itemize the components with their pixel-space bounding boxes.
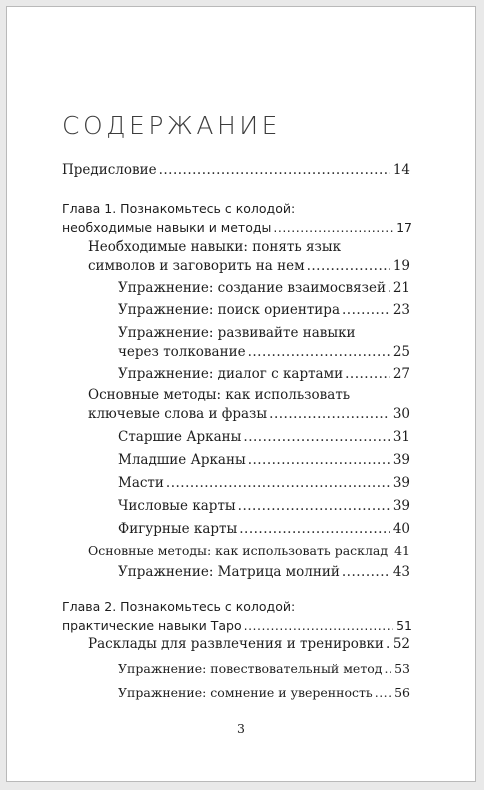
toc-entry-text: Фигурные карты — [118, 521, 238, 537]
toc-entry-text: Расклады для развлечения и тренировки — [88, 636, 384, 652]
book-page — [6, 6, 476, 782]
toc-entry-exercise — [118, 301, 410, 320]
toc-page-number: 52 — [392, 636, 410, 652]
toc-entry-text: Упражнение: развивайте навыки — [118, 325, 356, 341]
toc-entry-subsection — [118, 497, 410, 516]
leader-dots — [388, 279, 390, 298]
toc-entry-chapter-1 — [62, 199, 412, 237]
leader-dots — [244, 616, 393, 635]
toc-entry-section — [88, 386, 410, 424]
leader-dots — [166, 474, 390, 493]
toc-entry-subsection — [118, 451, 410, 470]
toc-entry-text: Глава 2. Познакомьтесь с колодой: — [62, 599, 296, 614]
leader-dots — [159, 161, 390, 180]
leader-dots — [269, 405, 390, 424]
leader-dots — [345, 365, 390, 384]
toc-entry-text: Основные методы: как использовать расклад — [88, 543, 389, 558]
leader-dots — [384, 659, 391, 678]
toc-entry-text: ключевые слова и фразы — [88, 406, 268, 422]
toc-page-number: 39 — [392, 452, 410, 468]
toc-entry-exercise — [118, 683, 410, 702]
toc-entry-text: Упражнение: создание взаимосвязей — [118, 280, 387, 296]
toc-entry-text: Младшие Арканы — [118, 452, 246, 468]
leader-dots — [375, 683, 391, 702]
toc-page-number: 31 — [392, 429, 410, 445]
toc-entry-text: Упражнение: сомнение и уверенность — [118, 685, 373, 700]
toc-entry-subsection — [118, 474, 410, 493]
leader-dots — [239, 520, 390, 539]
page-title: СОДЕРЖАНИЕ — [62, 111, 281, 140]
leader-dots — [243, 428, 389, 447]
toc-page-number: 56 — [394, 685, 410, 700]
toc-page-number: 25 — [392, 344, 410, 360]
leader-dots — [342, 301, 390, 320]
toc-entry-preface — [62, 161, 410, 180]
toc-entry-text: Упражнение: повествовательный метод — [118, 661, 383, 676]
toc-entry-exercise — [118, 365, 410, 384]
leader-dots — [238, 497, 390, 516]
toc-page-number: 51 — [396, 618, 412, 633]
toc-page-number: 30 — [392, 406, 410, 422]
leader-dots — [307, 257, 390, 276]
toc-page-number: 23 — [392, 302, 410, 318]
toc-entry-section — [88, 238, 410, 276]
page-number: 3 — [237, 721, 245, 736]
toc-entry-text: Основные методы: как использовать — [88, 387, 351, 403]
toc-entry-text: Глава 1. Познакомьтесь с колодой: — [62, 201, 296, 216]
toc-entry-text: символов и заговорить на нем — [88, 258, 305, 274]
toc-page-number: 14 — [392, 162, 410, 178]
toc-page-number: 41 — [394, 543, 410, 558]
toc-entry-text: через толкование — [118, 344, 246, 360]
toc-page-number: 39 — [392, 498, 410, 514]
toc-entry-exercise — [118, 659, 410, 678]
toc-page-number: 53 — [394, 661, 410, 676]
leader-dots — [248, 451, 390, 470]
leader-dots — [248, 343, 390, 362]
toc-entry-exercise — [118, 563, 410, 582]
toc-page-number: 43 — [392, 564, 410, 580]
toc-entry-text: Масти — [118, 475, 164, 491]
toc-page-number: 21 — [392, 280, 410, 296]
toc-page-number: 39 — [392, 475, 410, 491]
toc-entry-chapter-2 — [62, 597, 412, 635]
leader-dots — [342, 563, 390, 582]
toc-entry-text: практические навыки Таро — [62, 618, 242, 633]
toc-entry-text: Упражнение: диалог с картами — [118, 366, 344, 382]
toc-entry-text: Числовые карты — [118, 498, 236, 514]
toc-entry-subsection — [118, 520, 410, 539]
toc-entry-text: Необходимые навыки: понять язык — [88, 239, 342, 255]
toc-entry-exercise — [118, 324, 410, 362]
toc-entry-section — [88, 541, 410, 560]
toc-entry-text: Упражнение: поиск ориентира — [118, 302, 340, 318]
leader-dots — [386, 635, 390, 654]
toc-entry-subsection — [118, 428, 410, 447]
toc-entry-text: необходимые навыки и методы — [62, 220, 272, 235]
leader-dots — [390, 541, 391, 560]
toc-entry-text: Упражнение: Матрица молний — [118, 564, 340, 580]
toc-page-number: 40 — [392, 521, 410, 537]
toc-entry-exercise — [118, 279, 410, 298]
toc-entry-section — [88, 635, 410, 654]
toc-page-number: 17 — [396, 220, 412, 235]
toc-page-number: 27 — [392, 366, 410, 382]
leader-dots — [273, 218, 393, 237]
toc-page-number: 19 — [392, 258, 410, 274]
toc-entry-text: Предисловие — [62, 162, 157, 178]
toc-entry-text: Старшие Арканы — [118, 429, 242, 445]
